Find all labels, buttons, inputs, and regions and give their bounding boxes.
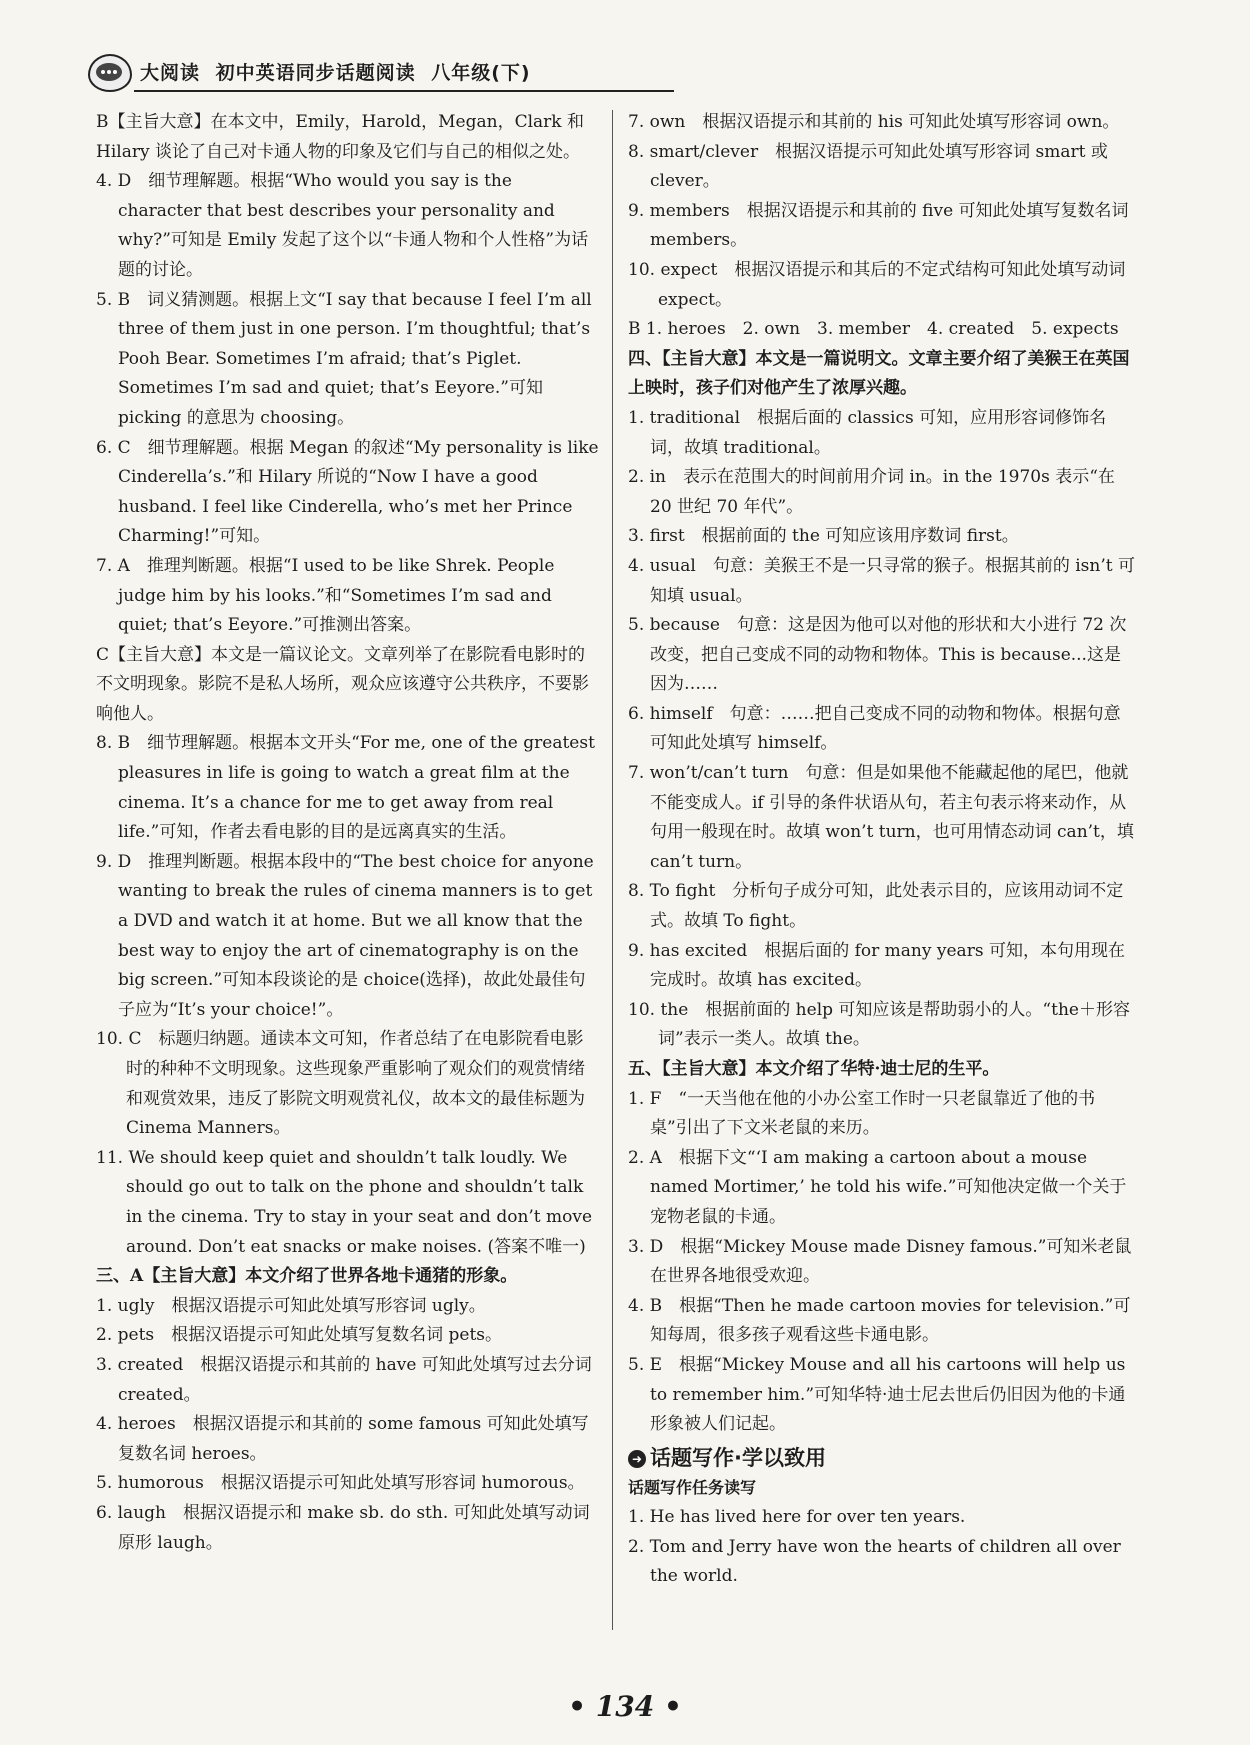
- answer-item: 8. B 细节理解题。根据本文开头“For me, one of the greatest pleasures in life is going to watch a great film at the cinema. It’s a chance for me to get away from real life.”可知，作者去看电影的目的是远离真实的生活。: [96, 733, 595, 843]
- writing-item-1: 1. He has lived here for over ten years.: [628, 1506, 966, 1527]
- arrow-right-icon: ➜: [628, 1450, 646, 1468]
- answer-item: 10. the 根据前面的 help 可知应该是帮助弱小的人。“the＋形容词”表示一类人。故填 the。: [628, 999, 1130, 1050]
- answer-item: 5. B 词义猜测题。根据上文“I say that because I feel I’m all three of them just in one person. I’m thoughtful; that’s Pooh Bear. Sometimes I’m afraid; that’s Piglet. Sometimes I’m sad and quiet; that’s Eeyore.”可知 picking 的意思为 choosing。: [96, 289, 592, 428]
- page-header: [88, 50, 608, 94]
- answer-item: 6. laugh 根据汉语提示和 make sb. do sth. 可知此处填写动词原形 laugh。: [96, 1502, 590, 1553]
- answer-item: 4. B 根据“Then he made cartoon movies for television.”可知每周，很多孩子观看这些卡通电影。: [628, 1295, 1131, 1346]
- answer-item: 9. members 根据汉语提示和其前的 five 可知此处填写复数名词 members。: [628, 200, 1129, 251]
- answer-item: 10. C 标题归纳题。通读本文可知，作者总结了在电影院看电影时的种种不文明现象。这些现象严重影响了观众们的观赏情绪和观赏效果，违反了影院文明观赏礼仪，故本文的最佳标题为 Cinema Manners。: [96, 1029, 585, 1139]
- answer-item: 4. usual 句意：美猴王不是一只寻常的猴子。根据其前的 isn’t 可知填 usual。: [628, 555, 1135, 606]
- right-column: [628, 108, 1136, 1592]
- writing-section-heading: [628, 1444, 1136, 1474]
- answer-item: 4. heroes 根据汉语提示和其前的 some famous 可知此处填写复数名词 heroes。: [96, 1414, 589, 1464]
- answer-item: 2. A 根据下文“‘I am making a cartoon about a mouse named Mortimer,’ he told his wife.”可知他决定做一个关于宠物老鼠的卡通。: [628, 1147, 1127, 1227]
- answer-item: 5. because 句意：这是因为他可以对他的形状和大小进行 72 次改变，把自己变成不同的动物和物体。This is because...这是因为……: [628, 615, 1127, 695]
- answer-item: 2. pets 根据汉语提示可知此处填写复数名词 pets。: [96, 1325, 503, 1346]
- answer-item: 8. To fight 分析句子成分可知，此处表示目的，应该用动词不定式。故填 To fight。: [628, 881, 1124, 932]
- answer-item: 7. own 根据汉语提示和其前的 his 可知此处填写形容词 own。: [628, 112, 1120, 132]
- answer-item: 7. won’t/can’t turn 句意：但是如果他不能藏起他的尾巴，他就不能变成人。if 引导的条件状语从句，若主句表示将来动作，从句用一般现在时。故填 won’t turn，也可用情态动词 can’t，填 can’t turn。: [628, 763, 1134, 872]
- right-answer-list: [628, 108, 1136, 1440]
- answer-item: 1. ugly 根据汉语提示可知此处填写形容词 ugly。: [96, 1295, 486, 1316]
- writing-item-2: 2. Tom and Jerry have won the hearts of children all over the world.: [628, 1536, 1121, 1587]
- answer-item: 3. created 根据汉语提示和其前的 have 可知此处填写过去分词 created。: [96, 1354, 592, 1405]
- column-divider: [612, 110, 613, 1630]
- writing-heading-text: 话题写作·学以致用: [650, 1445, 826, 1470]
- section-heading: 三、A【主旨大意】本文介绍了世界各地卡通猪的形象。: [96, 1266, 518, 1287]
- answer-item: C【主旨大意】本文是一篇议论文。文章列举了在影院看电影时的不文明现象。影院不是私人场所，观众应该遵守公共秩序，不要影响他人。: [96, 644, 589, 724]
- answer-item: 5. E 根据“Mickey Mouse and all his cartoons will help us to remember him.”可知华特·迪士尼去世后仍旧因为他的卡通形象被人们记起。: [628, 1354, 1126, 1435]
- answer-item: 8. smart/clever 根据汉语提示可知此处填写形容词 smart 或 clever。: [628, 141, 1108, 192]
- answer-item: 1. F “一天当他在他的小办公室工作时一只老鼠靠近了他的书桌”引出了下文米老鼠的来历。: [628, 1088, 1096, 1139]
- answer-item: B 1. heroes 2. own 3. member 4. created 5. expects: [628, 319, 1119, 340]
- left-column: [96, 108, 600, 1558]
- section-heading: 五、【主旨大意】本文介绍了华特·迪士尼的生平。: [628, 1059, 1000, 1079]
- answer-item: 3. first 根据前面的 the 可知应该用序数词 first。: [628, 526, 1019, 547]
- answer-item: B【主旨大意】在本文中，Emily，Harold，Megan，Clark 和 Hilary 谈论了自己对卡通人物的印象及它们与自己的相似之处。: [96, 112, 584, 162]
- answer-item: 5. humorous 根据汉语提示可知此处填写形容词 humorous。: [96, 1473, 585, 1494]
- chat-bubble-logo-icon: [88, 54, 132, 92]
- answer-item: 7. A 推理判断题。根据“I used to be like Shrek. People judge him by his looks.”和“Sometimes I’m sad and quiet; that’s Eeyore.”可推测出答案。: [96, 555, 555, 636]
- page-number: • 134 •: [568, 1690, 682, 1723]
- answer-item: 9. has excited 根据后面的 for many years 可知，本句用现在完成时。故填 has excited。: [628, 940, 1125, 991]
- answer-item: 6. C 细节理解题。根据 Megan 的叙述“My personality is like Cinderella’s.”和 Hilary 所说的“Now I have a good husband. I feel like Cinderella, who’s met her Prince Charming!”可知。: [96, 437, 599, 547]
- answer-item: 6. himself 句意：……把自己变成不同的动物和物体。根据句意可知此处填写 himself。: [628, 703, 1121, 754]
- header-rule: [134, 90, 674, 92]
- answer-item: 1. traditional 根据后面的 classics 可知，应用形容词修饰名词，故填 traditional。: [628, 407, 1107, 458]
- answer-item: 9. D 推理判断题。根据本段中的“The best choice for anyone wanting to break the rules of cinema manners is to get a DVD and watch it at home. But we all know that the best way to enjoy the art of cinematography is on the big screen.”可知本段谈论的是 choice(选择)，故此处最佳句子应为“It’s your choice!”。: [96, 851, 594, 1020]
- section-heading: 四、【主旨大意】本文是一篇说明文。文章主要介绍了美猴王在英国上映时，孩子们对他产生了浓厚兴趣。: [628, 348, 1130, 399]
- answer-item: 2. in 表示在范围大的时间前用介词 in。in the 1970s 表示“在 20 世纪 70 年代”。: [628, 467, 1115, 517]
- answer-item: 3. D 根据“Mickey Mouse made Disney famous.”可知米老鼠在世界各地很受欢迎。: [628, 1236, 1132, 1287]
- answer-item: 4. D 细节理解题。根据“Who would you say is the character that best describes your personality and why?”可知是 Emily 发起了这个以“卡通人物和个人性格”为话题的讨论。: [96, 171, 589, 280]
- answer-item: 10. expect 根据汉语提示和其后的不定式结构可知此处填写动词 expect。: [628, 259, 1126, 310]
- answer-item: 11. We should keep quiet and shouldn’t talk loudly. We should go out to talk on the phone and shouldn’t talk in the cinema. Try to stay in your seat and don’t move around. Don’t eat snacks or make noises. (答案不唯一): [96, 1147, 593, 1257]
- header-title: 大阅读 初中英语同步话题阅读 八年级(下): [140, 62, 531, 84]
- writing-task-heading: 话题写作任务读写: [628, 1478, 757, 1498]
